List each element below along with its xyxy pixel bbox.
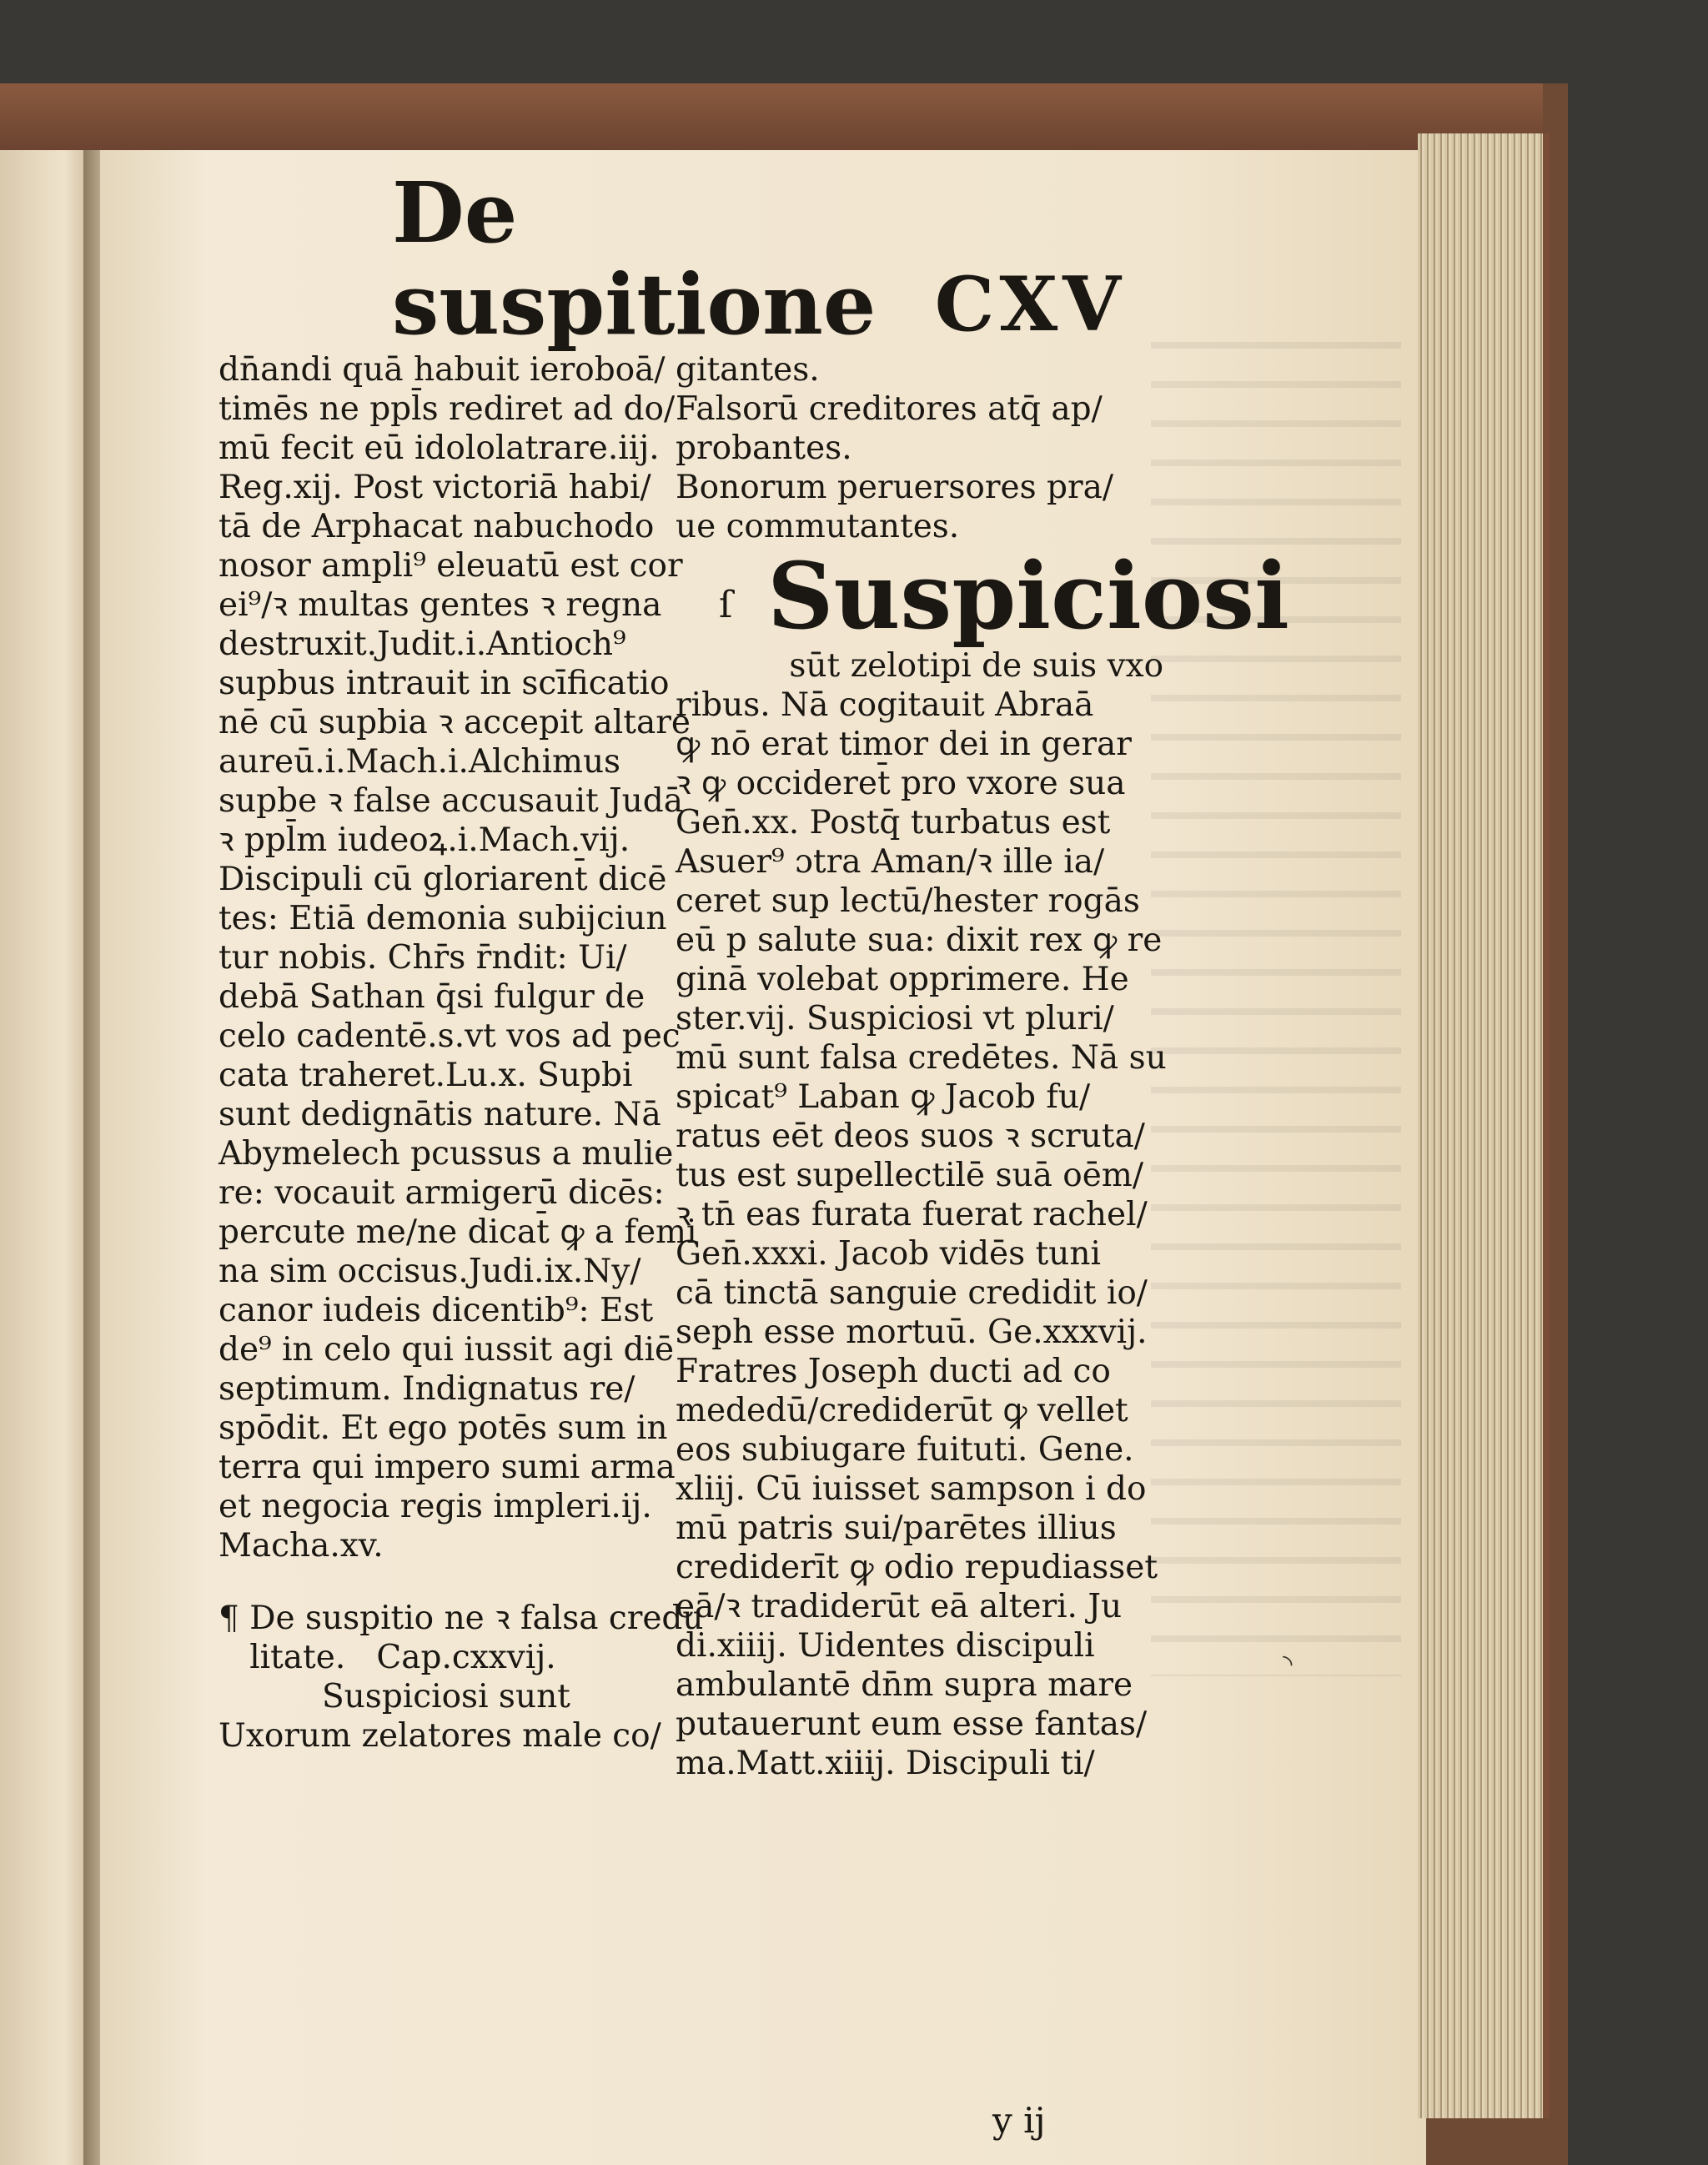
text-line: ꝛ tn̄ eas furata fuerat rachel/ xyxy=(676,1196,1148,1233)
text-line: Fratres Joseph ducti ad co xyxy=(676,1353,1111,1390)
text-line: debā Sathan q̄si fulgur de xyxy=(219,978,646,1016)
text-line: Bonorum peruersores pra/ xyxy=(676,469,1114,506)
text-line: seph esse mortuū. Ge.xxxvij. xyxy=(676,1314,1148,1351)
text-line: ꝙ nō erat timor dei in gerar xyxy=(676,726,1132,763)
text-line: na sim occisus.Judi.ix.Ny/ xyxy=(219,1253,641,1290)
text-line: sunt dedignātis nature. Nā xyxy=(219,1096,661,1133)
text-line: septimum. Indignatus re/ xyxy=(219,1370,635,1408)
text-line: Abymelech pcussus a mulie xyxy=(219,1135,674,1173)
text-line: ¶ De suspitio ne ꝛ falsa credu xyxy=(219,1600,704,1637)
text-line: di.xiiij. Uidentes discipuli xyxy=(676,1627,1095,1665)
text-line: Suspiciosi sunt xyxy=(219,1678,570,1715)
text-line: crediderīt ꝙ odio repudiasset xyxy=(676,1549,1158,1586)
text-line: putauerunt eum esse fantas/ xyxy=(676,1705,1148,1743)
text-line: mū sunt falsa credētes. Nā su xyxy=(676,1039,1167,1077)
text-line: Uxorum zelatores male co/ xyxy=(219,1717,661,1755)
text-line: litate. Cap.cxxvij. xyxy=(219,1639,556,1676)
text-line: ambulantē dn̄m supra mare xyxy=(676,1666,1133,1704)
text-line: xliij. Cū iuisset sampson i do xyxy=(676,1470,1147,1508)
text-line: ei⁹/ꝛ multas gentes ꝛ regna xyxy=(219,586,662,624)
text-line: eā/ꝛ tradiderūt eā alteri. Ju xyxy=(676,1588,1123,1625)
left-text-column xyxy=(219,350,704,1756)
text-line: celo cadentē.s.vt vos ad pec xyxy=(219,1017,681,1055)
text-line: terra qui impero sumi arma xyxy=(219,1449,676,1486)
text-line: spicat⁹ Laban ꝙ Jacob fu/ xyxy=(676,1078,1091,1116)
drop-heading: Suspiciosi xyxy=(767,542,1289,650)
text-line: cā tinctā sanguie credidit io/ xyxy=(676,1274,1148,1312)
text-line: nē cū supbia ꝛ accepit altare xyxy=(219,704,691,741)
text-line: supbe ꝛ false accusauit Judā xyxy=(219,782,684,820)
text-line: tes: Etiā demonia subijciun xyxy=(219,900,667,937)
text-line: sūt zelotipi de suis vxo xyxy=(676,647,1164,685)
text-line: Reg.xij. Post victoriā habi/ xyxy=(219,469,651,506)
text-line: Macha.xv. xyxy=(219,1527,384,1565)
signature-mark: y ij xyxy=(992,2100,1046,2141)
right-text-column xyxy=(676,350,1289,1783)
book-top-edge xyxy=(0,83,1543,150)
text-line: dn̄andi quā habuit ieroboā/ xyxy=(219,351,666,389)
running-title: De suspitione xyxy=(392,163,877,354)
text-line: aureū.i.Mach.i.Alchimus xyxy=(219,743,621,781)
text-line: ꝛ ꝙ occideret̄ pro vxore sua xyxy=(676,765,1126,802)
margin-letter: ſ xyxy=(719,584,733,626)
text-line: supbus intrauit in scīficatio xyxy=(219,665,670,702)
text-line: spōdit. Et ego potēs sum in xyxy=(219,1409,668,1447)
text-line: canor iudeis dicentib⁹: Est xyxy=(219,1292,654,1329)
text-line: ratus eēt deos suos ꝛ scruta/ xyxy=(676,1118,1145,1155)
text-line: cata traheret.Lu.x. Supbi xyxy=(219,1057,633,1094)
margin-mark: ◝ xyxy=(1283,1650,1293,1679)
page-stack-edges xyxy=(1418,133,1550,2118)
text-line: ster.vij. Suspiciosi vt pluri/ xyxy=(676,1000,1114,1037)
folio-number: CXV xyxy=(934,260,1126,349)
text-line: nosor ampli⁹ eleuatū est cor xyxy=(219,547,683,585)
text-line: percute me/ne dicat̄ ꝙ a femi xyxy=(219,1213,697,1251)
left-page-edge xyxy=(0,150,92,2165)
text-line: gitantes. xyxy=(676,351,820,389)
text-line: Gen̄.xxxi. Jacob vidēs tuni xyxy=(676,1235,1101,1273)
text-line: de⁹ in celo qui iussit agi diē xyxy=(219,1331,675,1369)
text-line: ꝛ ppl̄m iudeoꝝ.i.Mach.vij. xyxy=(219,821,630,859)
text-line: timēs ne ppl̄s rediret ad do/ xyxy=(219,390,676,428)
page-header xyxy=(392,163,1126,354)
text-line: tā de Arphacat nabuchodo xyxy=(219,508,655,545)
text-line: ginā volebat opprimere. He xyxy=(676,961,1129,998)
text-line: re: vocauit armigerū dicēs: xyxy=(219,1174,665,1212)
text-line: tur nobis. Chr̄s r̄ndit: Ui/ xyxy=(219,939,627,977)
text-line: probantes. xyxy=(676,429,852,467)
paragraph-gap xyxy=(219,1565,686,1599)
text-line: Gen̄.xx. Postq̄ turbatus est xyxy=(676,804,1111,841)
text-line: Asuer⁹ ɔtra Aman/ꝛ ille ia/ xyxy=(676,843,1105,881)
text-line: mū fecit eū idololatrare.iij. xyxy=(219,429,660,467)
text-line: Falsorū creditores atq̄ ap/ xyxy=(676,390,1103,428)
text-line: destruxit.Judit.i.Antioch⁹ xyxy=(219,625,626,663)
text-line: ue commutantes. xyxy=(676,508,960,545)
text-line: eū p salute sua: dixit rex ꝙ re xyxy=(676,922,1163,959)
text-line: et negocia regis impleri.ij. xyxy=(219,1488,652,1525)
text-line: Discipuli cū gloriarent̄ dicē xyxy=(219,861,667,898)
text-line: mū patris sui/parētes illius xyxy=(676,1509,1117,1547)
text-line: ma.Matt.xiiij. Discipuli ti/ xyxy=(676,1745,1095,1782)
text-line: ceret sup lectū/hester rogās xyxy=(676,882,1140,920)
text-line: tus est supellectilē suā oēm/ xyxy=(676,1157,1143,1194)
text-line: eos subiugare fuituti. Gene. xyxy=(676,1431,1134,1469)
text-line: mededū/crediderūt ꝙ vellet xyxy=(676,1392,1128,1429)
text-line: ribus. Nā cogitauit Abraā xyxy=(676,686,1094,724)
